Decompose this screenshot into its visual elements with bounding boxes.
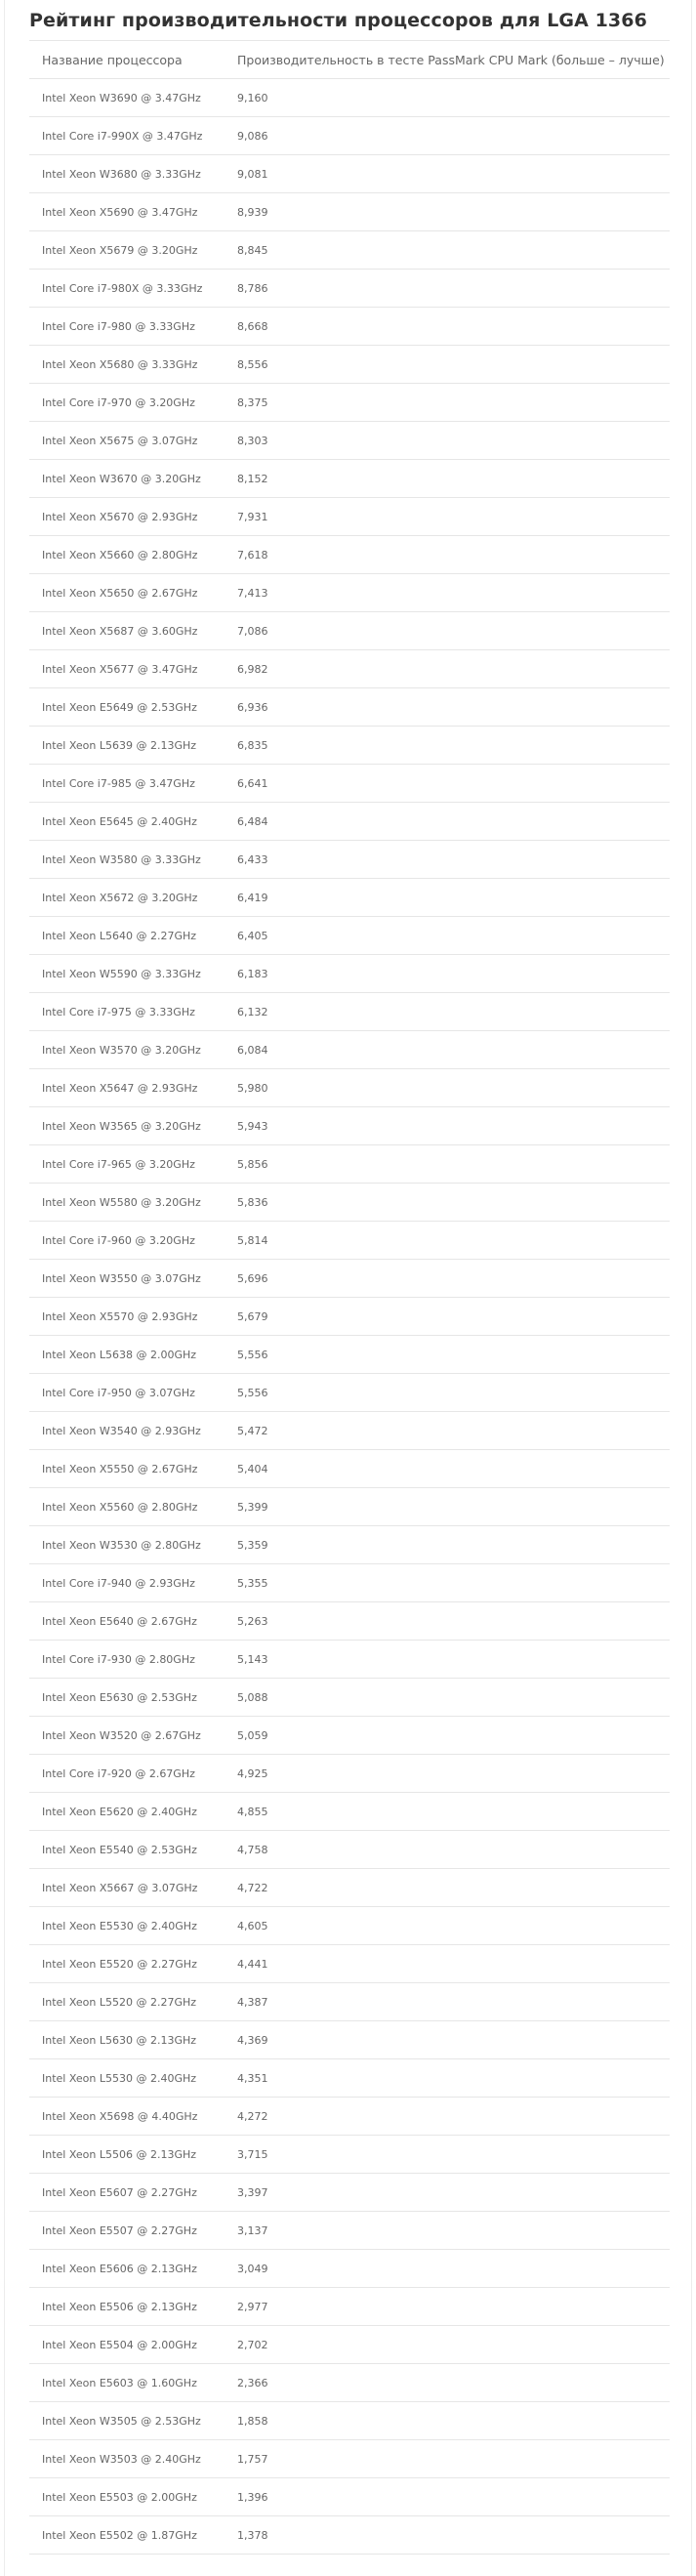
cpu-score-cell: 5,143 [225,1641,670,1679]
cpu-score-cell: 5,836 [225,1184,670,1222]
cpu-name-cell: Intel Core i7-960 @ 3.20GHz [29,1222,225,1260]
cpu-name-cell: Intel Xeon W3503 @ 2.40GHz [29,2440,225,2478]
cpu-score-cell: 6,084 [225,1031,670,1069]
cpu-score-cell: 3,049 [225,2250,670,2288]
cpu-score-cell: 8,556 [225,346,670,384]
table-row [29,2364,670,2402]
table-row [29,1374,670,1412]
cpu-score-cell: 3,137 [225,2212,670,2250]
cpu-score-cell: 6,641 [225,765,670,803]
cpu-name-cell: Intel Core i7-940 @ 2.93GHz [29,1564,225,1602]
cpu-name-cell: Intel Core i7-985 @ 3.47GHz [29,765,225,803]
table-row [29,650,670,688]
cpu-name-cell: Intel Xeon W3530 @ 2.80GHz [29,1526,225,1564]
cpu-score-cell: 6,405 [225,917,670,955]
cpu-name-cell: Intel Xeon E5606 @ 2.13GHz [29,2250,225,2288]
cpu-score-cell: 8,375 [225,384,670,422]
cpu-name-cell: Intel Xeon X5677 @ 3.47GHz [29,650,225,688]
cpu-name-cell: Intel Xeon E5503 @ 2.00GHz [29,2478,225,2516]
cpu-score-cell: 6,419 [225,879,670,917]
table-row [29,803,670,841]
cpu-name-cell: Intel Xeon X5647 @ 2.93GHz [29,1069,225,1107]
cpu-score-cell: 5,355 [225,1564,670,1602]
cpu-name-cell: Intel Xeon E5645 @ 2.40GHz [29,803,225,841]
cpu-name-cell: Intel Xeon X5680 @ 3.33GHz [29,346,225,384]
cpu-name-cell: Intel Xeon L5639 @ 2.13GHz [29,727,225,765]
cpu-score-cell: 1,858 [225,2402,670,2440]
cpu-score-cell: 1,378 [225,2516,670,2555]
cpu-name-cell: Intel Xeon X5660 @ 2.80GHz [29,536,225,574]
table-row [29,1831,670,1869]
cpu-name-cell: Intel Xeon X5550 @ 2.67GHz [29,1450,225,1488]
cpu-name-cell: Intel Xeon L5506 @ 2.13GHz [29,2136,225,2174]
cpu-name-cell: Intel Xeon W3550 @ 3.07GHz [29,1260,225,1298]
table-row [29,498,670,536]
cpu-score-cell: 4,605 [225,1907,670,1945]
table-row [29,2288,670,2326]
cpu-name-cell: Intel Xeon E5630 @ 2.53GHz [29,1679,225,1717]
cpu-score-cell: 8,939 [225,193,670,231]
page-title: Рейтинг производительности процессоров для LGA 1366 [29,10,647,31]
cpu-score-cell: 4,387 [225,1983,670,2021]
table-row [29,117,670,155]
cpu-score-cell: 7,618 [225,536,670,574]
table-row [29,1031,670,1069]
table-row [29,1602,670,1641]
table-row [29,2326,670,2364]
cpu-score-cell: 9,081 [225,155,670,193]
cpu-name-cell: Intel Xeon L5630 @ 2.13GHz [29,2021,225,2059]
cpu-score-cell: 5,088 [225,1679,670,1717]
table-row [29,308,670,346]
cpu-name-cell: Intel Xeon W3565 @ 3.20GHz [29,1107,225,1145]
cpu-score-cell: 8,303 [225,422,670,460]
cpu-name-cell: Intel Xeon E5603 @ 1.60GHz [29,2364,225,2402]
table-row [29,2059,670,2098]
table-row [29,79,670,117]
cpu-name-cell: Intel Xeon X5650 @ 2.67GHz [29,574,225,612]
table-row [29,688,670,727]
cpu-name-cell: Intel Xeon X5670 @ 2.93GHz [29,498,225,536]
table-row [29,2174,670,2212]
cpu-name-cell: Intel Xeon X5560 @ 2.80GHz [29,1488,225,1526]
cpu-score-cell: 4,441 [225,1945,670,1983]
cpu-score-cell: 9,160 [225,79,670,117]
cpu-name-cell: Intel Xeon W3670 @ 3.20GHz [29,460,225,498]
cpu-name-cell: Intel Xeon E5520 @ 2.27GHz [29,1945,225,1983]
cpu-name-cell: Intel Core i7-990X @ 3.47GHz [29,117,225,155]
table-row [29,1755,670,1793]
cpu-score-cell: 8,152 [225,460,670,498]
cpu-name-cell: Intel Xeon X5667 @ 3.07GHz [29,1869,225,1907]
table-row [29,1983,670,2021]
cpu-score-cell: 5,943 [225,1107,670,1145]
cpu-name-cell: Intel Core i7-920 @ 2.67GHz [29,1755,225,1793]
table-row [29,1412,670,1450]
table-row [29,1526,670,1564]
cpu-name-cell: Intel Xeon X5698 @ 4.40GHz [29,2098,225,2136]
cpu-name-cell: Intel Core i7-950 @ 3.07GHz [29,1374,225,1412]
cpu-score-cell: 4,272 [225,2098,670,2136]
table-row [29,2516,670,2555]
cpu-score-cell: 5,059 [225,1717,670,1755]
table-row [29,917,670,955]
cpu-name-cell: Intel Core i7-965 @ 3.20GHz [29,1145,225,1184]
cpu-score-cell: 8,668 [225,308,670,346]
column-header-score: Производительность в тесте PassMark CPU Mark (больше – лучше) [225,41,670,79]
cpu-name-cell: Intel Xeon E5649 @ 2.53GHz [29,688,225,727]
cpu-score-cell: 6,936 [225,688,670,727]
table-row [29,1717,670,1755]
cpu-score-cell: 1,757 [225,2440,670,2478]
cpu-score-cell: 5,472 [225,1412,670,1450]
table-header-row [29,41,670,79]
cpu-name-cell: Intel Xeon W3505 @ 2.53GHz [29,2402,225,2440]
table-row [29,1869,670,1907]
cpu-rating-table [29,40,670,2555]
table-row [29,1641,670,1679]
table-row [29,1450,670,1488]
table-row [29,1107,670,1145]
cpu-score-cell: 7,413 [225,574,670,612]
cpu-score-cell: 5,404 [225,1450,670,1488]
cpu-name-cell: Intel Xeon X5679 @ 3.20GHz [29,231,225,270]
table-row [29,1298,670,1336]
table-row [29,193,670,231]
table-row [29,2250,670,2288]
cpu-name-cell: Intel Xeon E5507 @ 2.27GHz [29,2212,225,2250]
cpu-name-cell: Intel Xeon E5504 @ 2.00GHz [29,2326,225,2364]
cpu-score-cell: 2,977 [225,2288,670,2326]
cpu-name-cell: Intel Xeon X5675 @ 3.07GHz [29,422,225,460]
cpu-name-cell: Intel Xeon E5530 @ 2.40GHz [29,1907,225,1945]
table-row [29,422,670,460]
cpu-score-cell: 4,351 [225,2059,670,2098]
table-row [29,270,670,308]
cpu-score-cell: 8,845 [225,231,670,270]
cpu-score-cell: 1,396 [225,2478,670,2516]
cpu-score-cell: 5,980 [225,1069,670,1107]
cpu-score-cell: 6,982 [225,650,670,688]
table-row [29,2440,670,2478]
cpu-score-cell: 6,183 [225,955,670,993]
cpu-name-cell: Intel Xeon W3680 @ 3.33GHz [29,155,225,193]
table-row [29,765,670,803]
table-row [29,1260,670,1298]
table-row [29,1069,670,1107]
table-row [29,1907,670,1945]
cpu-score-cell: 2,702 [225,2326,670,2364]
article-content [4,0,692,2576]
cpu-name-cell: Intel Xeon X5570 @ 2.93GHz [29,1298,225,1336]
cpu-score-cell: 5,696 [225,1260,670,1298]
cpu-score-cell: 5,359 [225,1526,670,1564]
cpu-name-cell: Intel Xeon W5580 @ 3.20GHz [29,1184,225,1222]
table-row [29,1564,670,1602]
table-row [29,2402,670,2440]
table-row [29,879,670,917]
cpu-score-cell: 6,132 [225,993,670,1031]
table-row [29,2098,670,2136]
table-row [29,2478,670,2516]
table-row [29,460,670,498]
table-row [29,955,670,993]
cpu-name-cell: Intel Xeon E5640 @ 2.67GHz [29,1602,225,1641]
cpu-score-cell: 5,556 [225,1374,670,1412]
column-header-name: Название процессора [29,41,225,79]
table-row [29,2136,670,2174]
table-row [29,2021,670,2059]
cpu-name-cell: Intel Xeon E5506 @ 2.13GHz [29,2288,225,2326]
cpu-name-cell: Intel Xeon W3570 @ 3.20GHz [29,1031,225,1069]
cpu-score-cell: 4,758 [225,1831,670,1869]
cpu-name-cell: Intel Xeon L5640 @ 2.27GHz [29,917,225,955]
cpu-score-cell: 3,715 [225,2136,670,2174]
cpu-score-cell: 5,679 [225,1298,670,1336]
table-row [29,346,670,384]
cpu-score-cell: 8,786 [225,270,670,308]
cpu-name-cell: Intel Xeon E5607 @ 2.27GHz [29,2174,225,2212]
table-row [29,1184,670,1222]
cpu-name-cell: Intel Core i7-970 @ 3.20GHz [29,384,225,422]
cpu-name-cell: Intel Xeon X5690 @ 3.47GHz [29,193,225,231]
cpu-score-cell: 6,484 [225,803,670,841]
cpu-name-cell: Intel Xeon X5687 @ 3.60GHz [29,612,225,650]
table-row [29,2212,670,2250]
table-row [29,574,670,612]
cpu-score-cell: 7,086 [225,612,670,650]
table-row [29,841,670,879]
table-row [29,993,670,1031]
table-row [29,1145,670,1184]
cpu-name-cell: Intel Xeon L5520 @ 2.27GHz [29,1983,225,2021]
cpu-score-cell: 4,722 [225,1869,670,1907]
table-row [29,155,670,193]
table-row [29,1793,670,1831]
cpu-score-cell: 5,814 [225,1222,670,1260]
table-row [29,727,670,765]
cpu-score-cell: 5,856 [225,1145,670,1184]
table-row [29,536,670,574]
cpu-name-cell: Intel Xeon W5590 @ 3.33GHz [29,955,225,993]
cpu-score-cell: 3,397 [225,2174,670,2212]
cpu-name-cell: Intel Xeon E5620 @ 2.40GHz [29,1793,225,1831]
cpu-name-cell: Intel Xeon W3690 @ 3.47GHz [29,79,225,117]
cpu-score-cell: 6,835 [225,727,670,765]
table-row [29,1945,670,1983]
table-row [29,1488,670,1526]
cpu-name-cell: Intel Xeon W3520 @ 2.67GHz [29,1717,225,1755]
table-row [29,231,670,270]
table-row [29,1336,670,1374]
cpu-score-cell: 4,925 [225,1755,670,1793]
cpu-score-cell: 9,086 [225,117,670,155]
cpu-score-cell: 2,366 [225,2364,670,2402]
table-row [29,384,670,422]
cpu-name-cell: Intel Xeon X5672 @ 3.20GHz [29,879,225,917]
cpu-score-cell: 7,931 [225,498,670,536]
cpu-score-cell: 4,855 [225,1793,670,1831]
table-row [29,612,670,650]
cpu-name-cell: Intel Core i7-980 @ 3.33GHz [29,308,225,346]
cpu-score-cell: 5,263 [225,1602,670,1641]
cpu-name-cell: Intel Xeon W3580 @ 3.33GHz [29,841,225,879]
cpu-score-cell: 4,369 [225,2021,670,2059]
table-row [29,1679,670,1717]
cpu-score-cell: 5,399 [225,1488,670,1526]
table-body [29,79,670,2555]
cpu-name-cell: Intel Xeon L5638 @ 2.00GHz [29,1336,225,1374]
cpu-score-cell: 6,433 [225,841,670,879]
cpu-score-cell: 5,556 [225,1336,670,1374]
cpu-name-cell: Intel Xeon E5502 @ 1.87GHz [29,2516,225,2555]
cpu-name-cell: Intel Core i7-975 @ 3.33GHz [29,993,225,1031]
table-row [29,1222,670,1260]
cpu-name-cell: Intel Core i7-930 @ 2.80GHz [29,1641,225,1679]
cpu-name-cell: Intel Xeon E5540 @ 2.53GHz [29,1831,225,1869]
cpu-name-cell: Intel Core i7-980X @ 3.33GHz [29,270,225,308]
cpu-name-cell: Intel Xeon L5530 @ 2.40GHz [29,2059,225,2098]
cpu-name-cell: Intel Xeon W3540 @ 2.93GHz [29,1412,225,1450]
